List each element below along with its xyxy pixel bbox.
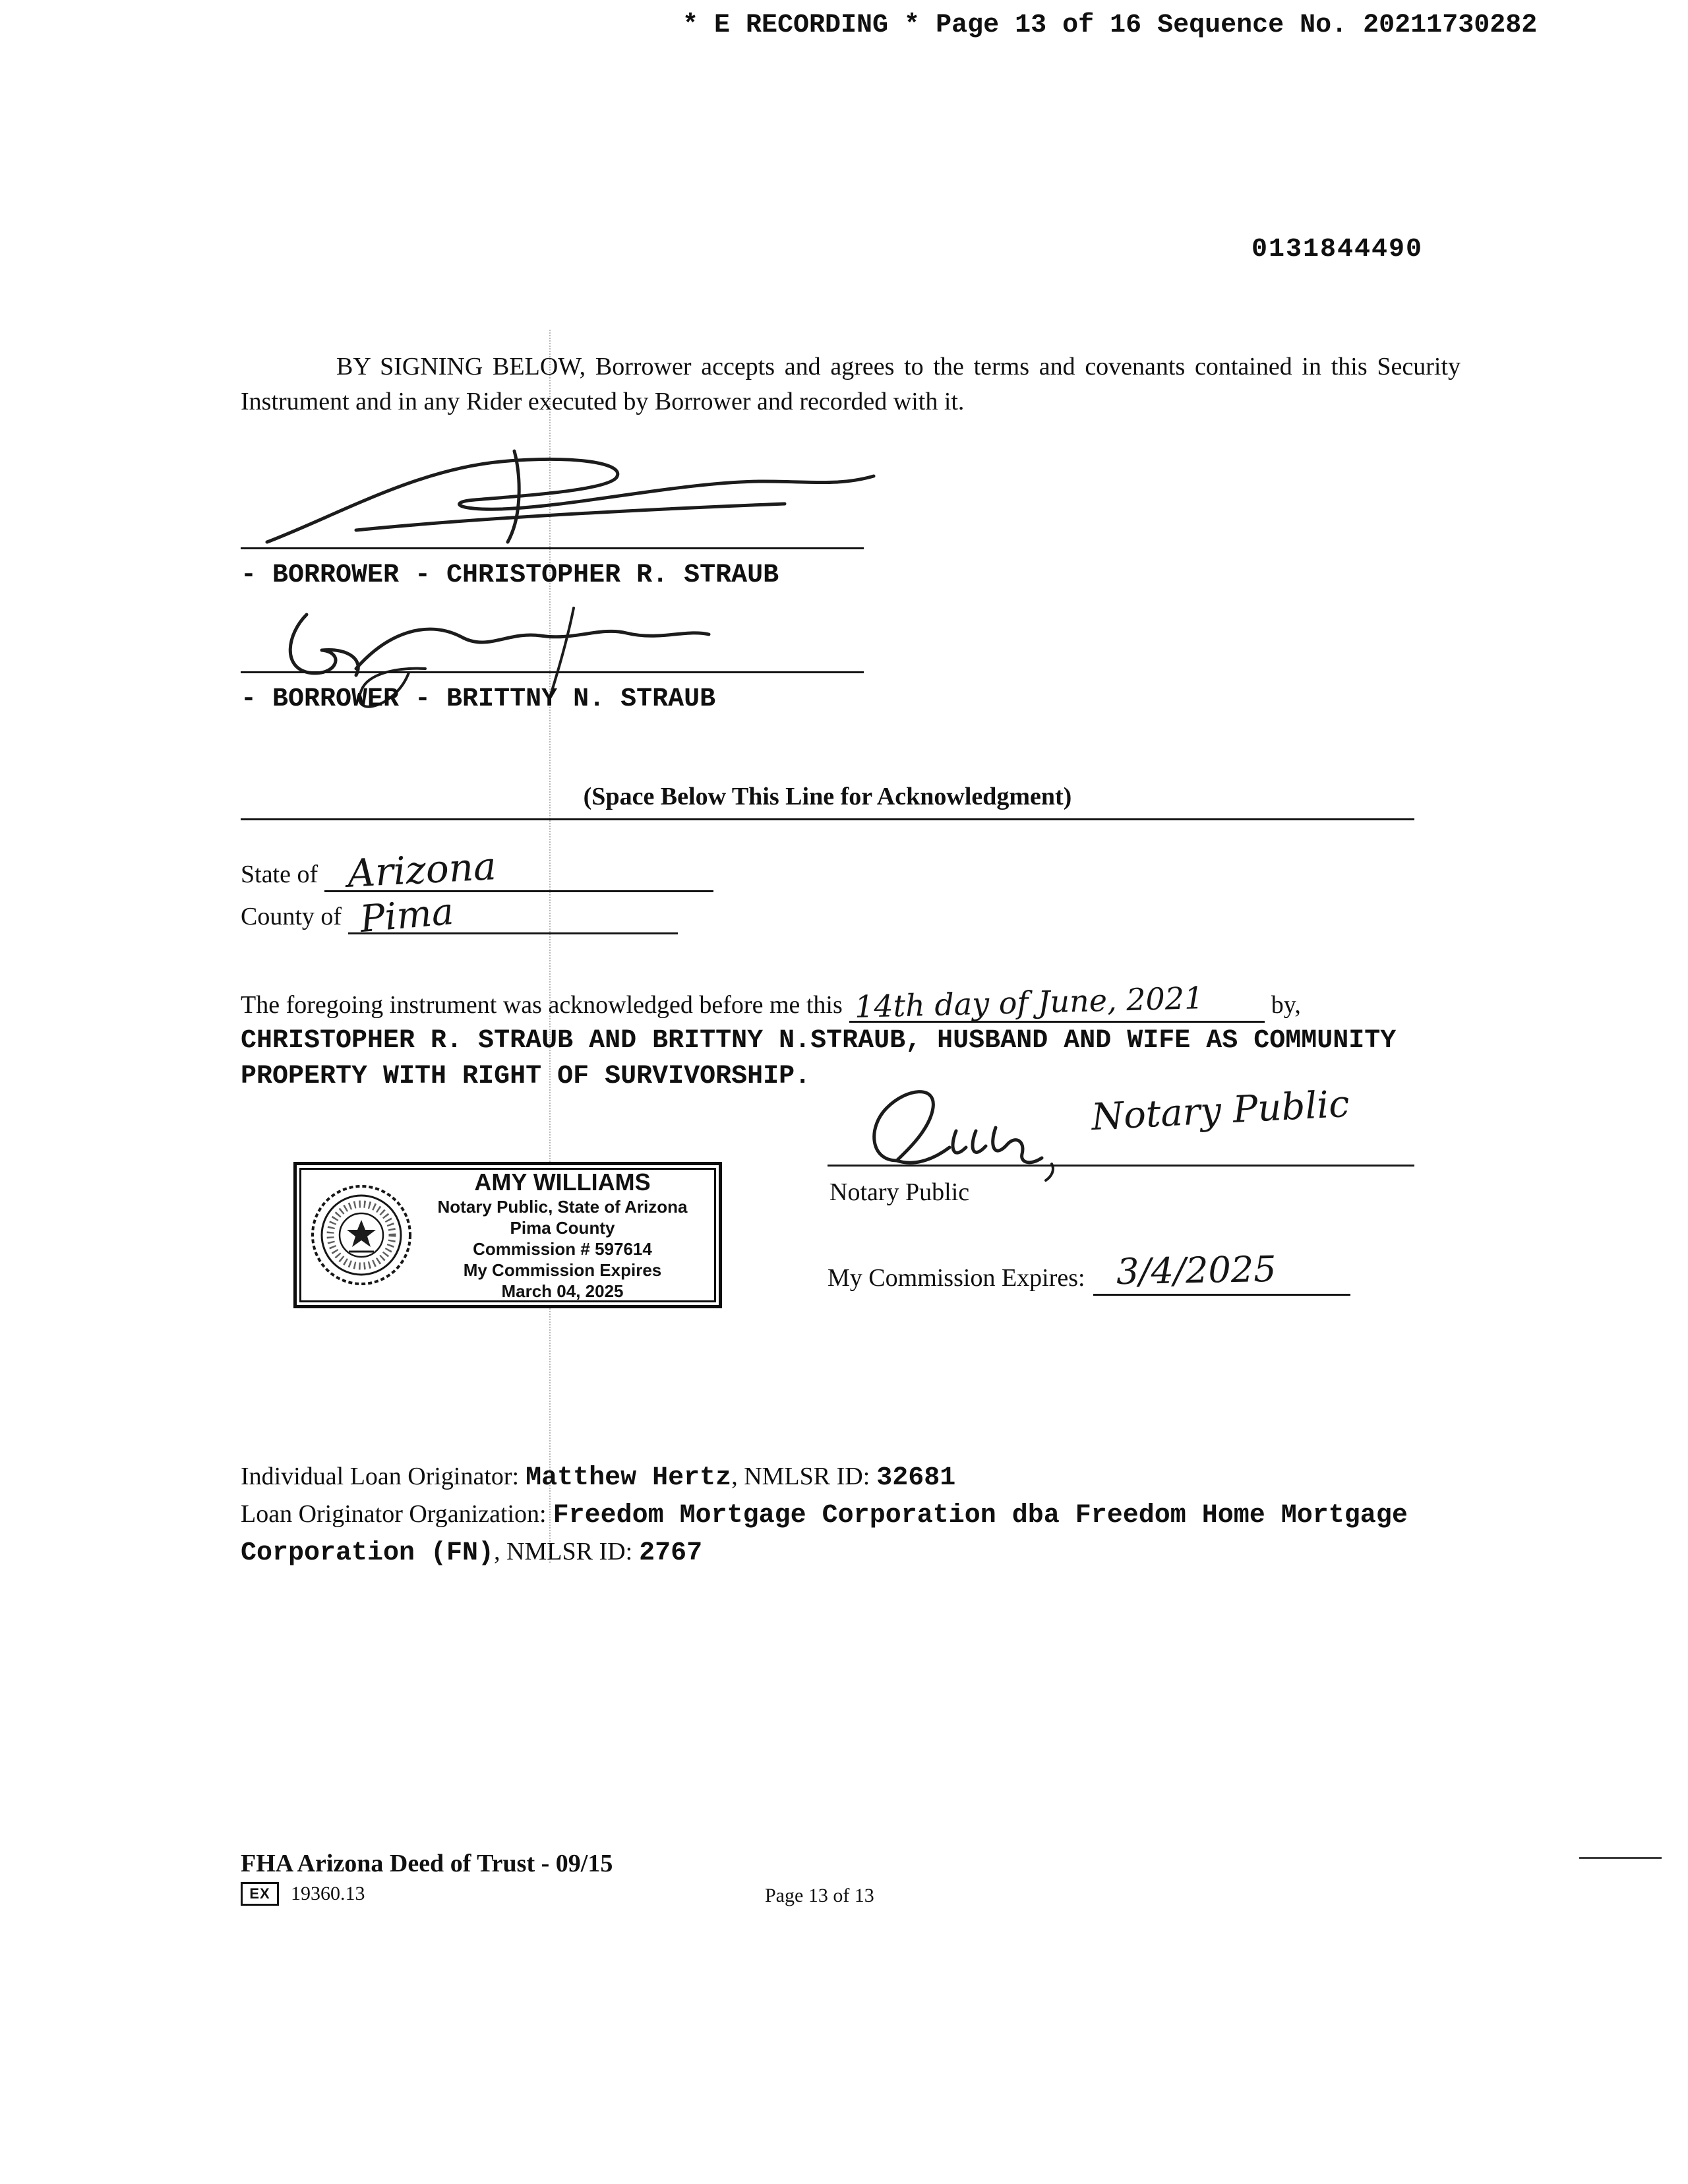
individual-originator-name: Matthew Hertz bbox=[526, 1463, 732, 1493]
notary-stamp-box bbox=[293, 1162, 722, 1308]
signature-line-borrower2 bbox=[241, 671, 864, 673]
acknowledgment-divider: (Space Below This Line for Acknowledgment) bbox=[241, 779, 1414, 820]
organization-nmlsr-id: 2767 bbox=[639, 1538, 703, 1568]
organization-originator-label: Loan Originator Organization: bbox=[241, 1500, 547, 1528]
individual-originator-label: Individual Loan Originator: bbox=[241, 1463, 520, 1490]
signing-paragraph: BY SIGNING BELOW, Borrower accepts and agrees to the terms and covenants contained in this Security Instrument and in any Rider executed by Borrower and recorded with it. bbox=[241, 353, 1461, 416]
county-handwritten: Pima bbox=[358, 890, 456, 941]
individual-nmlsr-id: 32681 bbox=[876, 1463, 956, 1493]
ack-date-handwritten: 14th day of June, 2021 bbox=[854, 979, 1204, 1025]
individual-originator-line bbox=[241, 1459, 1480, 1496]
ex-logo-icon: EX bbox=[241, 1882, 279, 1906]
ack-suffix: by, bbox=[1271, 991, 1301, 1019]
recording-header: * E RECORDING * Page 13 of 16 Sequence No. 20211730282 bbox=[682, 11, 1538, 40]
acknowledged-names: CHRISTOPHER R. STRAUB AND BRITTNY N.STRAUB, HUSBAND AND WIFE AS COMMUNITY PROPERTY WITH RIGHT OF SURVIVORSHIP. bbox=[241, 1026, 1397, 1091]
stamp-notary-name: AMY WILLIAMS bbox=[474, 1168, 651, 1196]
stray-scan-mark bbox=[1579, 1857, 1662, 1859]
signature-christopher-straub bbox=[257, 443, 884, 552]
stamp-commission: Commission # 597614 bbox=[473, 1239, 652, 1259]
organization-originator-name: Freedom Mortgage Corporation dba Freedom Home Mortgage Corporation (FN) bbox=[241, 1501, 1408, 1568]
notary-stamp-text bbox=[417, 1168, 708, 1302]
document-number: 0131844490 bbox=[1251, 235, 1424, 264]
individual-nmlsr-label: , NMLSR ID: bbox=[731, 1463, 870, 1490]
notary-script-handwritten: Notary Public bbox=[1090, 1082, 1351, 1139]
ack-prefix: The foregoing instrument was acknowledged before me this bbox=[241, 991, 843, 1019]
acknowledged-sentence bbox=[241, 979, 1301, 1025]
notary-seal-icon bbox=[305, 1179, 417, 1291]
borrower2-label: - BORROWER - BRITTNY N. STRAUB bbox=[241, 684, 716, 714]
loan-originator-block bbox=[241, 1459, 1480, 1571]
organization-originator-line bbox=[241, 1496, 1480, 1571]
page-number: Page 13 of 13 bbox=[765, 1885, 874, 1906]
notary-signature-scrawl bbox=[857, 1068, 1081, 1174]
footer-row bbox=[241, 1882, 365, 1906]
commission-expires-row bbox=[828, 1248, 1350, 1296]
organization-nmlsr-label: , NMLSR ID: bbox=[494, 1538, 633, 1565]
commission-expires-label: My Commission Expires: bbox=[828, 1264, 1085, 1292]
state-handwritten: Arizona bbox=[346, 843, 498, 896]
stamp-expires-date: March 04, 2025 bbox=[501, 1281, 624, 1301]
signature-line-borrower1 bbox=[241, 547, 864, 549]
borrower1-label: - BORROWER - CHRISTOPHER R. STRAUB bbox=[241, 561, 779, 590]
stamp-title: Notary Public, State of Arizona bbox=[437, 1197, 688, 1217]
notary-stamp-inner bbox=[299, 1168, 716, 1302]
state-underline bbox=[324, 843, 713, 896]
form-number: 19360.13 bbox=[291, 1883, 365, 1904]
notary-public-label: Notary Public bbox=[829, 1178, 970, 1206]
stamp-expires-label: My Commission Expires bbox=[463, 1260, 662, 1280]
notary-signature-line bbox=[828, 1165, 1414, 1167]
commission-expires-underline bbox=[1093, 1248, 1350, 1296]
ack-date-underline bbox=[849, 979, 1265, 1025]
county-label: County of bbox=[241, 903, 342, 930]
county-underline bbox=[348, 890, 678, 941]
stamp-county: Pima County bbox=[510, 1218, 615, 1238]
state-row bbox=[241, 843, 713, 896]
county-row bbox=[241, 890, 678, 941]
commission-expires-handwritten: 3/4/2025 bbox=[1116, 1248, 1277, 1292]
state-label: State of bbox=[241, 861, 318, 888]
form-title: FHA Arizona Deed of Trust - 09/15 bbox=[241, 1850, 613, 1877]
